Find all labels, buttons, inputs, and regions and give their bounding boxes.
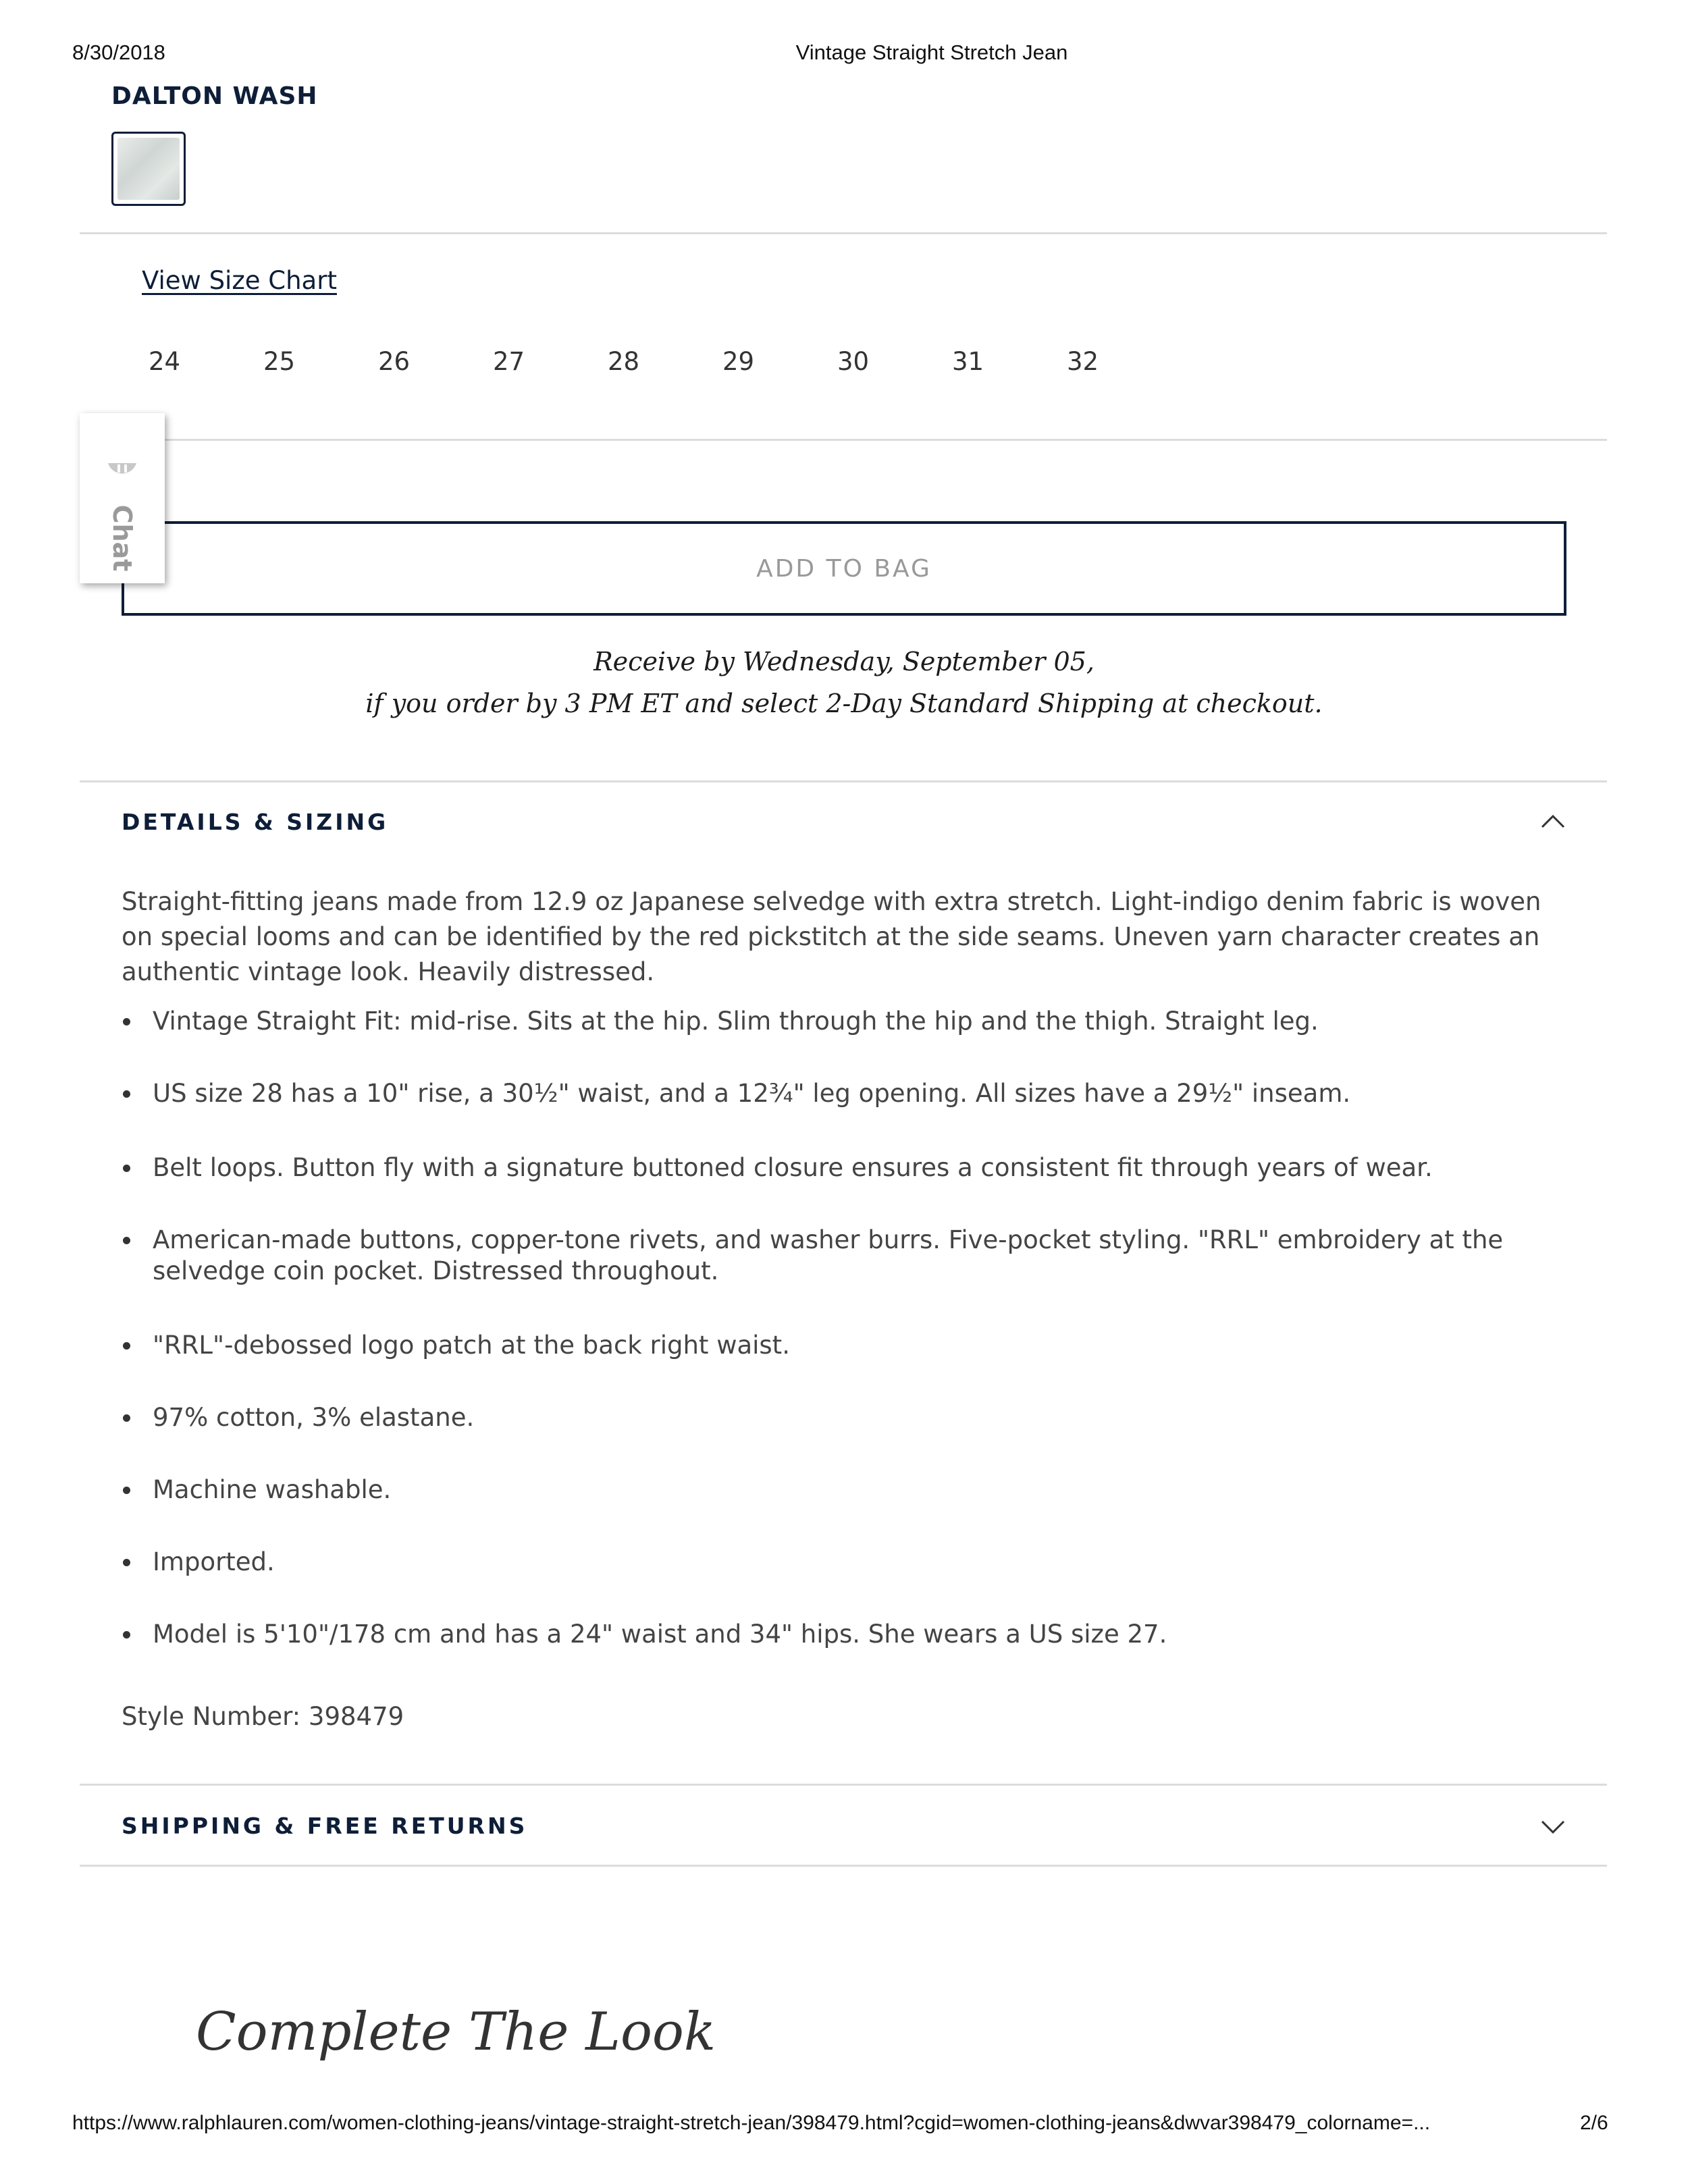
divider bbox=[80, 232, 1607, 234]
details-sizing-title: DETAILS & SIZING bbox=[122, 809, 389, 835]
list-item: "RRL"-debossed logo patch at the back right waist. bbox=[122, 1330, 1566, 1361]
print-page-title: Vintage Straight Stretch Jean bbox=[795, 41, 1068, 64]
list-item: Imported. bbox=[122, 1547, 1566, 1578]
size-option-32[interactable]: 32 bbox=[1067, 347, 1099, 376]
list-item: Belt loops. Button fly with a signature buttoned closure ensures a consistent fit through years of wear. bbox=[122, 1152, 1566, 1183]
shipping-returns-accordion-header[interactable] bbox=[122, 1813, 1566, 1846]
size-option-25[interactable]: 25 bbox=[263, 347, 296, 376]
chat-label: Chat bbox=[107, 504, 137, 572]
chevron-down-icon bbox=[1539, 1813, 1566, 1840]
size-option-24[interactable]: 24 bbox=[149, 347, 181, 376]
divider bbox=[80, 439, 1607, 441]
divider bbox=[80, 1784, 1607, 1786]
print-url: https://www.ralphlauren.com/women-clothing-jeans/vintage-straight-stretch-jean/398479.html?cgid=women-clothing-jeans&dwvar398479_colorname=... bbox=[72, 2112, 1431, 2134]
print-date: 8/30/2018 bbox=[72, 41, 165, 64]
view-size-chart-link[interactable]: View Size Chart bbox=[142, 266, 337, 295]
divider bbox=[80, 1865, 1607, 1867]
size-option-27[interactable]: 27 bbox=[493, 347, 525, 376]
print-page-number: 2/6 bbox=[1580, 2112, 1608, 2134]
list-item: 97% cotton, 3% elastane. bbox=[122, 1402, 1566, 1433]
print-footer bbox=[0, 2112, 1688, 2139]
list-item: Machine washable. bbox=[122, 1474, 1566, 1506]
color-swatch-dalton-wash[interactable] bbox=[111, 132, 186, 206]
size-option-29[interactable]: 29 bbox=[722, 347, 755, 376]
list-item: Vintage Straight Fit: mid-rise. Sits at the hip. Slim through the hip and the thigh. Straight leg. bbox=[122, 1006, 1566, 1037]
details-sizing-accordion-header[interactable] bbox=[122, 809, 1566, 843]
list-item: American-made buttons, copper-tone rivets, and washer burrs. Five-pocket styling. "RRL" embroidery at the selvedge coin pocket. Distressed throughout. bbox=[122, 1225, 1566, 1287]
delivery-estimate: Receive by Wednesday, September 05, bbox=[594, 647, 1094, 676]
divider bbox=[80, 780, 1607, 782]
size-option-30[interactable]: 30 bbox=[837, 347, 870, 376]
complete-the-look-heading: Complete The Look bbox=[196, 2002, 716, 2062]
product-description: Straight-fitting jeans made from 12.9 oz Japanese selvedge with extra stretch. Light-indigo denim fabric is woven on special looms and can be identified by the red pickstitch at the side seams. Uneven yarn character creates an authentic vintage look. Heavily distressed. bbox=[122, 887, 1541, 986]
delivery-condition: if you order by 3 PM ET and select 2-Day Standard Shipping at checkout. bbox=[365, 689, 1323, 718]
chevron-up-icon bbox=[1539, 809, 1566, 836]
size-option-28[interactable]: 28 bbox=[608, 347, 640, 376]
style-number: Style Number: 398479 bbox=[122, 1702, 404, 1731]
list-item: US size 28 has a 10" rise, a 30½" waist, and a 12¾" leg opening. All sizes have a 29½" inseam. bbox=[122, 1078, 1566, 1109]
shipping-returns-title: SHIPPING & FREE RETURNS bbox=[122, 1813, 528, 1839]
size-option-31[interactable]: 31 bbox=[952, 347, 984, 376]
color-name: DALTON WASH bbox=[111, 82, 318, 110]
chat-bubble-icon bbox=[107, 462, 138, 482]
swatch-image bbox=[117, 138, 180, 200]
print-header bbox=[0, 41, 1688, 68]
chat-tab[interactable] bbox=[80, 413, 165, 583]
list-item: Model is 5'10"/178 cm and has a 24" waist and 34" hips. She wears a US size 27. bbox=[122, 1619, 1566, 1650]
add-to-bag-button[interactable]: ADD TO BAG bbox=[122, 521, 1566, 616]
size-option-26[interactable]: 26 bbox=[378, 347, 411, 376]
